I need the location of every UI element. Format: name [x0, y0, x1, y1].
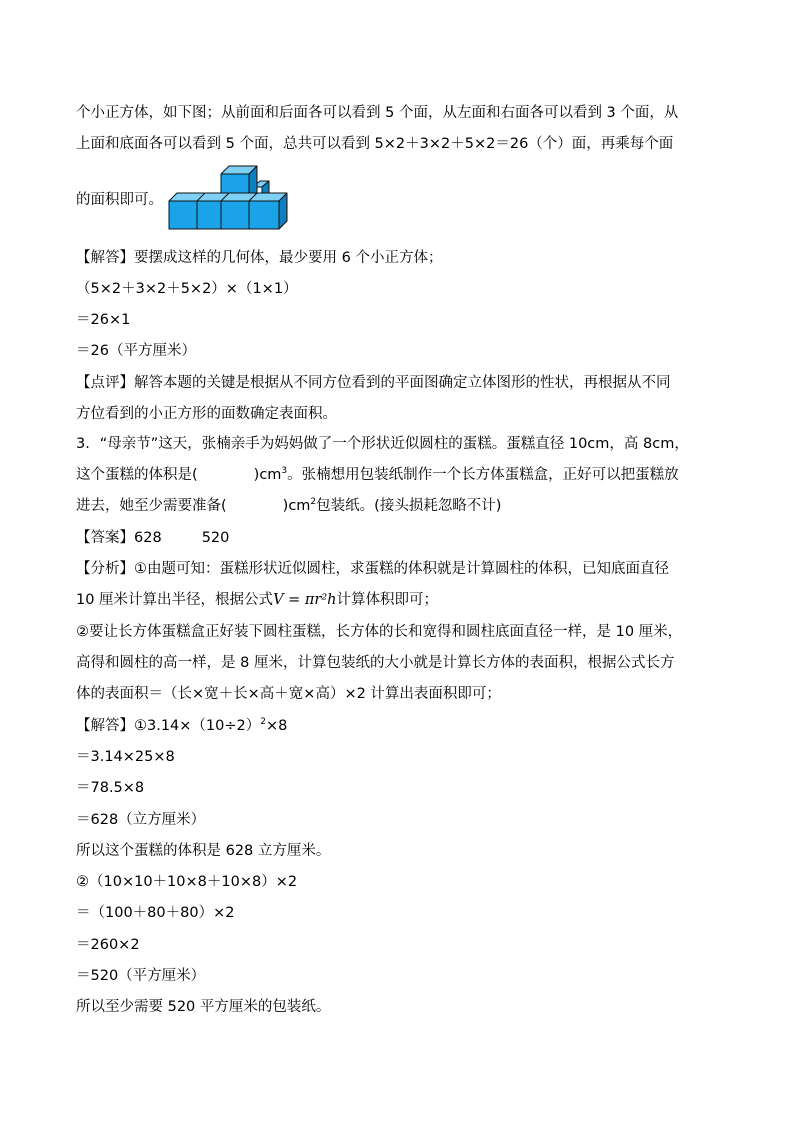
intro-line-2: 上面和底面各可以看到 5 个面，总共可以看到 5×2＋3×2＋5×2＝26（个）面，再乘每个面 — [76, 136, 674, 152]
analysis-line-4: 高得和圆柱的高一样，是 8 厘米，计算包装纸的大小就是计算长方体的表面积，根据公式长方 — [76, 655, 675, 671]
row-cube-2 — [197, 201, 221, 229]
row-cube-4 — [249, 201, 279, 229]
intro-line-1: 个小正方体，如下图；从前面和后面各可以看到 5 个面，从左面和右面各可以看到 3 个面，从 — [76, 105, 679, 121]
solution2-line-2: ＝3.14×25×8 — [76, 749, 175, 765]
solution2-line-6: ②（10×10＋10×8＋10×8）×2 — [76, 874, 298, 890]
solution-line-4: ＝26（平方厘米） — [76, 343, 196, 359]
cube-figure — [165, 161, 290, 233]
row-cube-1 — [169, 201, 197, 229]
volume-formula: V = πr²h — [273, 592, 337, 608]
analysis-line-1: 【分析】①由题可知：蛋糕形状近似圆柱，求蛋糕的体积就是计算圆柱的体积，已知底面直径 — [76, 561, 669, 577]
solution2-line-4: ＝628（立方厘米） — [76, 812, 206, 828]
question-3-line-2: 这个蛋糕的体积是( )$cm^3$。张楠想用包装纸制作一个长方体蛋糕盒，正好可以把蛋糕放 — [76, 466, 679, 483]
solution2-line-7: ＝（100＋80＋80）×2 — [76, 905, 235, 921]
comment-line-2: 方位看到的小正方形的面数确定表面积。 — [76, 406, 337, 422]
solution-line-3: ＝26×1 — [76, 312, 131, 328]
solution2-line-1: 【解答】$①3.14\times(10\div 2)^2\times 8$ — [76, 717, 288, 734]
analysis-line-2: 10 厘米计算出半径，根据公式V = πr²h计算体积即可； — [76, 592, 439, 608]
solution2-line-5: 所以这个蛋糕的体积是 628 立方厘米。 — [76, 843, 331, 859]
analysis-line-5: 体的表面积＝（长×宽＋长×高＋宽×高）×2 计算出表面积即可； — [76, 686, 501, 702]
question-3-line-1: 3．“母亲节”这天，张楠亲手为妈妈做了一个形状近似圆柱的蛋糕。蛋糕直径 10cm，高 8cm， — [76, 436, 689, 452]
solution2-line-9: ＝520（平方厘米） — [76, 968, 206, 984]
intro-line-3: 的面积即可。 — [76, 192, 163, 208]
solution2-line-10: 所以至少需要 520 平方厘米的包装纸。 — [76, 999, 331, 1015]
solution2-line-8: ＝260×2 — [76, 937, 140, 953]
analysis-line-3: ②要让长方体蛋糕盒正好装下圆柱蛋糕，长方体的长和宽得和圆柱底面直径一样，是 10 厘米， — [76, 624, 683, 640]
solution-line-2: （5×2＋3×2＋5×2）×（1×1） — [76, 281, 298, 297]
comment-line-1: 【点评】解答本题的关键是根据从不同方位看到的平面图确定立体图形的性状，再根据从不同 — [76, 375, 671, 391]
question-3-line-3: 进去，她至少需要准备( )$cm^2$包装纸。(接头损耗忽略不计) — [76, 497, 502, 514]
solution-line-1: 【解答】要摆成这样的几何体，最少要用 6 个小正方体； — [76, 250, 443, 266]
solution2-line-3: ＝78.5×8 — [76, 780, 145, 796]
answer-line: 【答案】628 520 — [76, 530, 230, 546]
row-cube-3 — [221, 201, 249, 229]
